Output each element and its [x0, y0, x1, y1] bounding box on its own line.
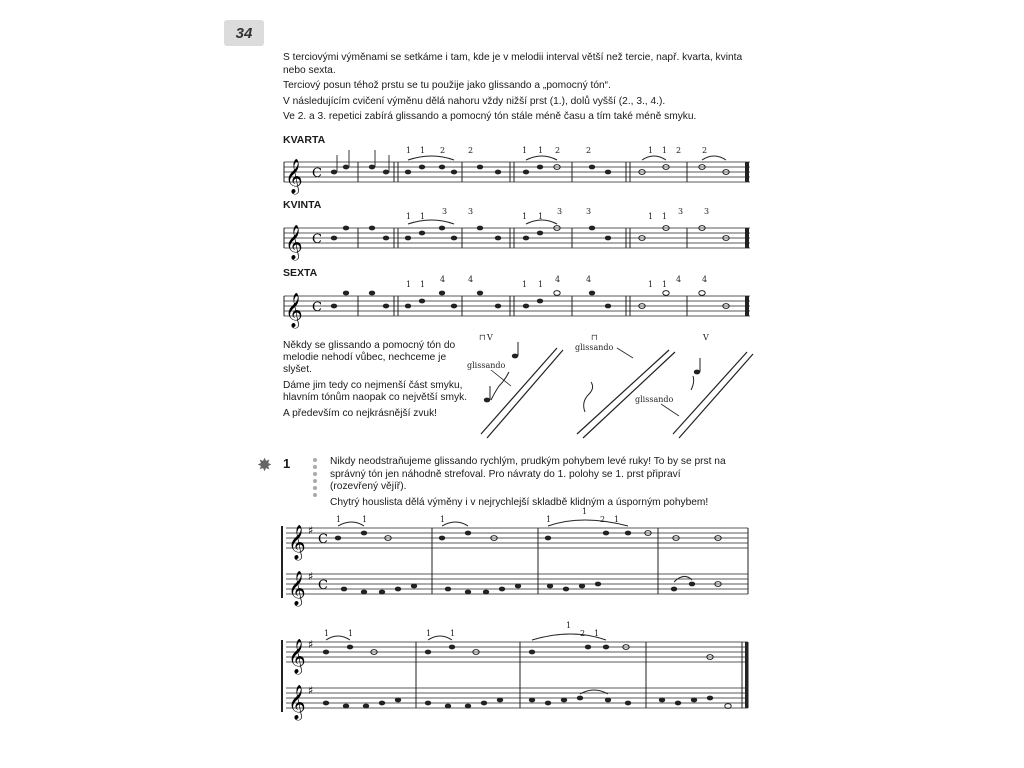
duet-system-2	[282, 621, 752, 724]
fingering-number: 1	[538, 280, 544, 289]
fingering-number: 2	[702, 146, 708, 155]
time-signature: C	[312, 166, 322, 181]
exercise-number: 1	[283, 456, 291, 471]
fingering-number: 2	[440, 146, 446, 155]
fingering-number: 1	[566, 621, 572, 630]
fingering-number: 1	[522, 280, 528, 289]
fingering-number: 2	[676, 146, 682, 155]
exercise-text	[330, 456, 730, 512]
glissando-label: glissando	[467, 361, 506, 370]
dots-icon	[313, 458, 317, 500]
intro-text	[283, 52, 763, 127]
fingering-number: 2	[555, 146, 561, 155]
fingering-number: 4	[468, 275, 474, 284]
intro-line: V následujícím cvičení výměnu dělá nahoru vždy nižší prst (1.), dolů vyšší (2., 3., 4.).	[283, 95, 666, 107]
fingering-number: 3	[704, 207, 710, 216]
fingering-number: 1	[538, 212, 544, 221]
side-text-line: Někdy se glissando a pomocný tón do melodie nehodí vůbec, nechceme je slyšet.	[283, 340, 456, 375]
fingering-number: 1	[324, 629, 330, 638]
side-text-line: A především co nejkrásnější zvuk!	[283, 408, 438, 419]
time-signature: C	[318, 532, 328, 547]
fingering-number: 1	[420, 280, 426, 289]
treble-clef-icon: 𝄞	[288, 685, 306, 720]
time-signature: C	[318, 578, 328, 593]
fingering-number: 2	[468, 146, 474, 155]
sharp-icon: ♯	[308, 524, 314, 537]
fingering-number: 4	[555, 275, 561, 284]
fingering-number: 2	[586, 146, 592, 155]
bow-diagram	[467, 333, 563, 438]
section-title-kvarta: KVARTA	[283, 134, 326, 146]
intro-line: S terciovými výměnami se setkáme i tam, kde je v melodii interval větší než tercie, např. kvarta, kvinta nebo sexta.	[283, 52, 743, 76]
bow-up-icon: V	[703, 333, 709, 342]
fingering-number: 1	[662, 212, 668, 221]
intro-line: Ve 2. a 3. repetici zabírá glissando a pomocný tón stále méně času a tím také méně smyku.	[283, 111, 697, 123]
sharp-icon: ♯	[308, 638, 314, 651]
exercise-text-line: Nikdy neodstraňujeme glissando rychlým, prudkým pohybem levé ruky! To by se prst na správný tón jen náhodně strefoval. Pro návraty do 1. polohy se 1. prst připraví (rozevřený vějíř).	[330, 456, 726, 493]
staff-kvinta	[282, 207, 752, 260]
fingering-number: 1	[522, 146, 528, 155]
fingering-number: 1	[648, 212, 654, 221]
time-signature: C	[312, 232, 322, 247]
fingering-number: 1	[440, 515, 446, 524]
side-text	[283, 340, 468, 424]
fingering-number: 1	[348, 629, 354, 638]
fingering-number: 1	[582, 507, 588, 516]
fingering-number: 1	[450, 629, 456, 638]
sharp-icon: ♯	[308, 570, 314, 583]
section-title-sexta: SEXTA	[283, 267, 318, 279]
treble-clef-icon: 𝄞	[285, 293, 303, 328]
bow-down-icon: ⊓	[479, 333, 486, 342]
fingering-number: 1	[662, 280, 668, 289]
fingering-number: 1	[336, 515, 342, 524]
fingering-number: 4	[586, 275, 592, 284]
fingering-number: 1	[546, 515, 552, 524]
duet-system-1	[282, 507, 752, 610]
glissando-diagrams	[465, 330, 765, 445]
bow-diagram	[575, 333, 675, 438]
fingering-number: 4	[440, 275, 446, 284]
fingering-number: 1	[522, 212, 528, 221]
bow-up-icon: V	[487, 333, 493, 342]
fingering-number: 1	[648, 280, 654, 289]
glissando-label: glissando	[635, 395, 674, 404]
fingering-number: 1	[406, 280, 412, 289]
fingering-number: 4	[702, 275, 708, 284]
glissando-label: glissando	[575, 343, 614, 352]
fingering-number: 1	[426, 629, 432, 638]
intro-line: Terciový posun téhož prstu se tu použije jako glissando a „pomocný tón“.	[283, 80, 611, 92]
fingering-number: 3	[586, 207, 592, 216]
side-text-line: Dáme jim tedy co nejmenší část smyku, hlavním tónům naopak co největší smyk.	[283, 380, 468, 403]
fingering-number: 1	[614, 515, 620, 524]
star-icon: ✸	[257, 455, 273, 475]
treble-clef-icon: 𝄞	[288, 525, 306, 560]
treble-clef-icon: 𝄞	[285, 225, 303, 260]
sharp-icon: ♯	[308, 684, 314, 697]
fingering-number: 1	[648, 146, 654, 155]
fingering-number: 2	[600, 515, 606, 524]
page-number: 34	[224, 20, 264, 46]
fingering-number: 3	[557, 207, 563, 216]
fingering-number: 1	[662, 146, 668, 155]
treble-clef-icon: 𝄞	[288, 571, 306, 606]
fingering-number: 1	[406, 212, 412, 221]
fingering-number: 3	[678, 207, 684, 216]
fingering-number: 3	[468, 207, 474, 216]
treble-clef-icon: 𝄞	[285, 159, 303, 194]
bow-down-icon: ⊓	[591, 333, 598, 342]
fingering-number: 3	[442, 207, 448, 216]
treble-clef-icon: 𝄞	[288, 639, 306, 674]
fingering-number: 1	[420, 146, 426, 155]
fingering-number: 2	[580, 629, 586, 638]
fingering-number: 1	[406, 146, 412, 155]
bow-diagram	[635, 333, 753, 438]
exercise-text-line: Chytrý houslista dělá výměny i v nejrychlejší skladbě klidným a úsporným pohybem!	[330, 496, 709, 508]
time-signature: C	[312, 300, 322, 315]
staff-sexta	[282, 275, 752, 328]
fingering-number: 4	[676, 275, 682, 284]
fingering-number: 1	[538, 146, 544, 155]
section-title-kvinta: KVINTA	[283, 199, 322, 211]
fingering-number: 1	[594, 629, 600, 638]
fingering-number: 1	[420, 212, 426, 221]
staff-kvarta	[282, 146, 752, 194]
fingering-number: 1	[362, 515, 368, 524]
